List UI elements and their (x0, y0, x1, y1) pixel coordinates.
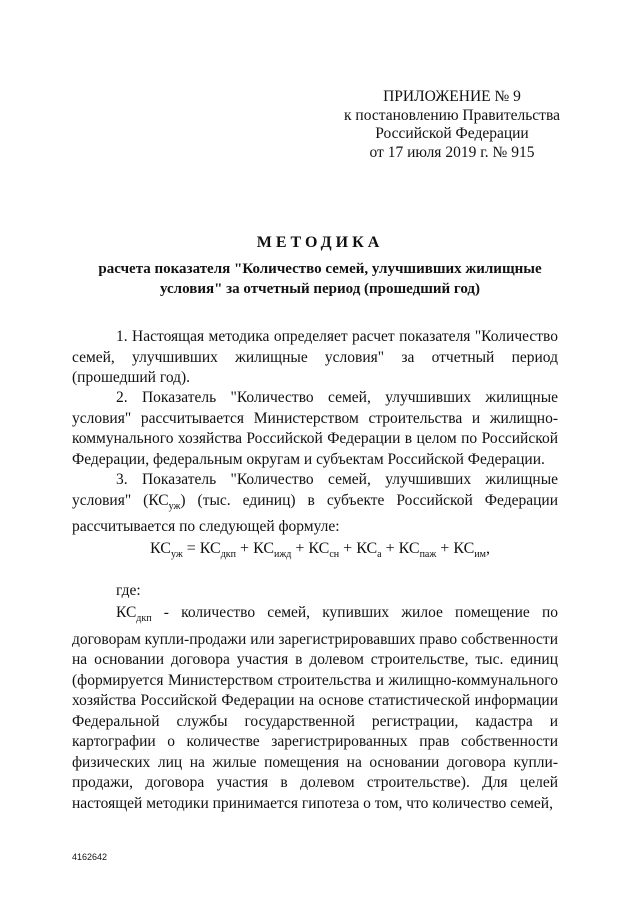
formula-plus: + (240, 540, 250, 557)
appendix-block (330, 88, 574, 162)
formula-term (253, 540, 292, 561)
formula-term-sub: дкп (220, 549, 237, 561)
definition-term: КС (116, 604, 137, 621)
appendix-date: от 17 июля 2019 г. № 915 (369, 143, 535, 161)
formula-term-base: КС (453, 540, 475, 557)
paragraph-2: 2. Показатель "Количество семей, улучшивших жилищные условия" рассчитывается Министерством строительства и жилищно-коммунального хозяйства Российской Федерации в целом по Российской Федерации, федеральным округам и субъектам Российской Федерации. (72, 389, 558, 468)
formula-term-base: КС (199, 540, 221, 557)
document-title: МЕТОДИКА (256, 234, 384, 251)
formula-plus: + (440, 540, 450, 557)
appendix-reference: к постановлению Правительства (344, 106, 560, 124)
definition-text: - количество семей, купивших жилое помещение по договорам купли-продажи или зарегистрировавших право собственности на основании договора участия в долевом строительстве, тыс. единиц (формируется Министерством строительства и жилищно-коммунального хозяйства Российской Федерации на основе статистической информации Федеральной службы государственной регистрации, кадастра и картографии о количестве зарегистрированных прав собственности физических лиц на жилые помещения на основании договора купли-продажи, договора участия в долевом строительстве). Для целей настоящей методики принимается гипотеза о том, что количество семей, (72, 604, 558, 812)
formula-plus: + (343, 540, 353, 557)
formula-term-sub: ижд (274, 549, 292, 561)
definition-paragraph (72, 603, 558, 814)
formula-term-sub: сн (329, 549, 340, 561)
where-label: где: (116, 582, 141, 599)
formula-base: КС (150, 540, 171, 557)
formula-lhs-sub: уж (170, 549, 183, 561)
formula-term (308, 540, 340, 561)
formula-term (199, 540, 237, 561)
formula-equals: = (186, 540, 196, 557)
appendix-number: ПРИЛОЖЕНИЕ № 9 (383, 88, 521, 105)
formula-term (453, 540, 486, 561)
formula-term-sub: им (474, 549, 486, 561)
formula-term-base: КС (356, 540, 378, 557)
paragraph-3 (72, 470, 558, 538)
formula-term (356, 540, 382, 561)
definition-term-sub: дкп (136, 613, 152, 625)
formula-lhs (150, 540, 183, 561)
formula-plus: + (295, 540, 305, 557)
appendix-government: Российской Федерации (375, 125, 529, 142)
formula-plus: + (385, 540, 395, 557)
formula-term-base: КС (308, 540, 330, 557)
paragraph-3-subscript: уж (168, 500, 181, 512)
document-number: 4162642 (72, 852, 108, 862)
paragraph-1: 1. Настоящая методика определяет расчет показателя "Количество семей, улучшивших жилищные условия" за отчетный период (прошедший год). (72, 328, 558, 386)
formula-term-base: КС (253, 540, 275, 557)
formula-end: , (485, 540, 490, 557)
formula (150, 540, 490, 560)
formula-term-base: КС (398, 540, 420, 557)
formula-term (398, 540, 437, 561)
paragraph-3-start: 3. Показатель "Количество семей, улучшивших жилищные условия" (КС (72, 471, 558, 509)
paragraph-3-end: ) (тыс. единиц) в субъекте Российской Федерации рассчитывается по следующей формуле: (72, 491, 558, 536)
formula-term-sub: а (377, 549, 382, 561)
formula-term-sub: паж (419, 549, 437, 561)
document-subtitle: расчета показателя "Количество семей, улучшивших жилищные условия" за отчетный период (прошедший год) (98, 261, 542, 297)
